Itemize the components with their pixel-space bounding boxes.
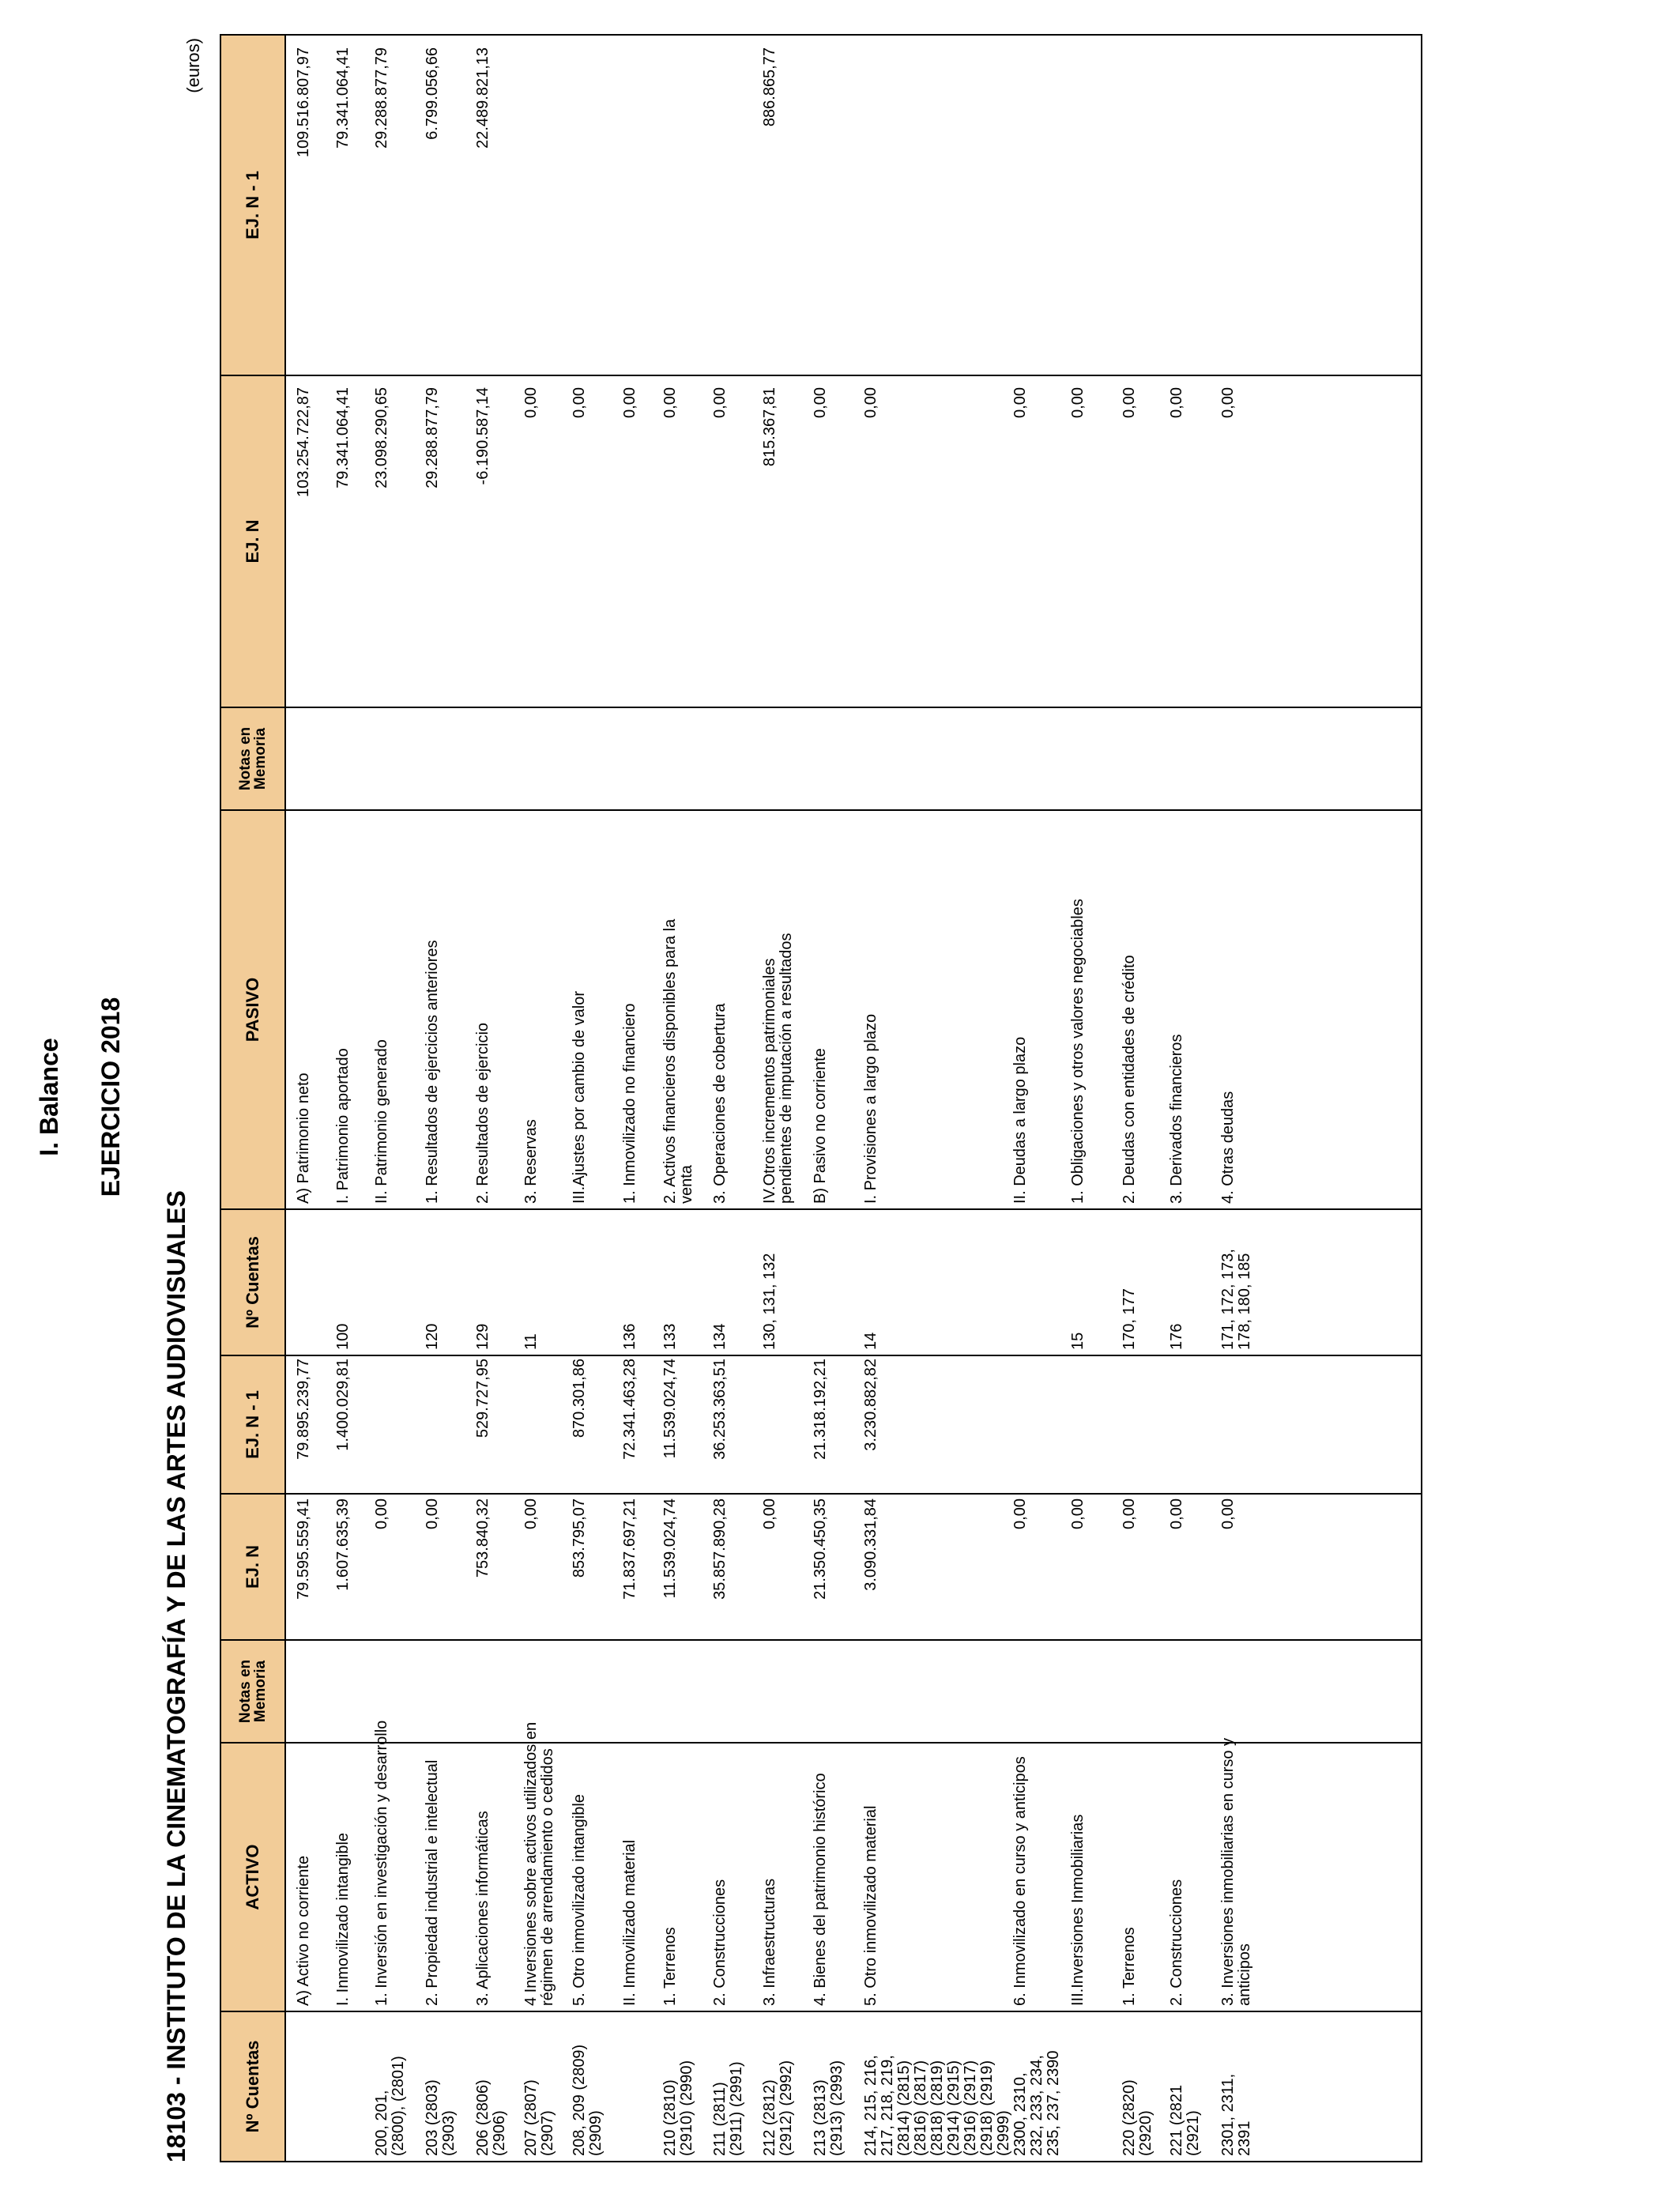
activo-row-ejn-value: 3.090.331,84: [862, 1498, 880, 1591]
pasivo-row-ejn-value: 103.254.722,87: [295, 387, 312, 498]
activo-row-cuentas: [374, 2014, 407, 2156]
activo-row-label-line: 2. Construcciones: [1168, 1879, 1185, 2006]
pasivo-row-cuentas-line: 170, 177: [1121, 1288, 1138, 1350]
pasivo-row-ejn-value: 0,00: [711, 387, 729, 418]
pasivo-row-label-line: 3. Derivados financieros: [1168, 1034, 1185, 1204]
activo-row-label: [662, 1745, 679, 2006]
pasivo-row-label-line: 3. Reservas: [522, 1119, 540, 1204]
pasivo-row-label-line: 2. Activos financieros disponibles para la: [661, 918, 679, 1204]
pasivo-row-label: [523, 812, 540, 1204]
activo-row-cuentas-line: 203 (2803): [424, 2079, 441, 2156]
activo-row-cuentas-line: (2912) (2992): [778, 2060, 795, 2156]
pasivo-row-cuentas-line: 134: [711, 1323, 729, 1350]
column-divider: [286, 707, 1421, 708]
activo-row-cuentas: [712, 2014, 745, 2156]
activo-row-label-line: anticipos: [1236, 1943, 1253, 2006]
activo-row-cuentas: [424, 2014, 458, 2156]
activo-row-cuentas-line: 2301, 2311,: [1219, 2073, 1237, 2156]
activo-row-label: [1219, 1737, 1253, 2006]
activo-row-cuentas: [1169, 2014, 1202, 2156]
header-activo: ACTIVO: [221, 1742, 286, 2011]
pasivo-row-label: [571, 812, 588, 1204]
pasivo-row-cuentas: [622, 1209, 638, 1350]
pasivo-row-cuentas-line: 136: [621, 1323, 638, 1350]
column-divider: [286, 375, 1421, 376]
activo-row-label: [1012, 1745, 1029, 2006]
activo-row-label: [424, 1745, 441, 2006]
pasivo-row-label: [296, 812, 312, 1204]
pasivo-row-cuentas-line: 15: [1069, 1332, 1087, 1350]
pasivo-row-ejn-value: 79.341.064,41: [334, 387, 352, 488]
activo-row-cuentas-line: 200, 201,: [373, 2090, 390, 2156]
pasivo-row-ejn-value: 0,00: [1069, 387, 1087, 418]
activo-row-cuentas-line: 217, 218, 219,: [879, 2055, 896, 2156]
pasivo-row-cuentas: [475, 1209, 492, 1350]
activo-row-ejn-value: 0,00: [522, 1498, 540, 1529]
pasivo-row-ejn1-value: 109.516.807,97: [295, 47, 312, 158]
activo-row-cuentas: [863, 2014, 1012, 2156]
pasivo-row-cuentas: [762, 1209, 778, 1350]
activo-row-label-line: II. Inmovilizado material: [621, 1839, 638, 2006]
header-notas-line2: Memoria: [252, 727, 269, 790]
pasivo-row-ejn-value: 0,00: [571, 387, 588, 418]
activo-row-cuentas-line: (2921): [1185, 2110, 1202, 2156]
activo-row-label: [1070, 1745, 1087, 2006]
header-cuentas-activo: Nº Cuentas: [221, 2011, 286, 2161]
activo-row-label-line: 3. Aplicaciones informáticas: [474, 1811, 492, 2006]
activo-row-label: [622, 1745, 638, 2006]
activo-row-label: [296, 1745, 312, 2006]
pasivo-row-ejn-value: 815.367,81: [761, 387, 778, 467]
exercise-title: EJERCICIO 2018: [96, 997, 125, 1197]
pasivo-row-label: [1121, 812, 1138, 1204]
activo-row-cuentas-line: 214, 215, 216,: [862, 2055, 880, 2156]
pasivo-row-label: [812, 812, 829, 1204]
activo-row-ejn1-value: 3.230.882,82: [862, 1359, 880, 1451]
activo-row-label-line: 4. Bienes del patrimonio histórico: [812, 1773, 829, 2006]
activo-row-cuentas-line: (2907): [539, 2110, 556, 2156]
pasivo-row-label-line: I. Provisiones a largo plazo: [862, 1013, 880, 1204]
pasivo-row-label: [622, 812, 638, 1204]
activo-row-cuentas-line: (2918) (2919): [978, 2060, 996, 2156]
activo-row-cuentas-line: (2914) (2915): [945, 2060, 962, 2156]
pasivo-row-ejn-value: 0,00: [1121, 387, 1138, 418]
activo-row-ejn-value: 79.595.559,41: [295, 1498, 312, 1600]
activo-row-ejn-value: 0,00: [1011, 1498, 1029, 1529]
activo-row-ejn-value: 0,00: [1168, 1498, 1185, 1529]
activo-row-ejn-value: 35.857.890,28: [711, 1498, 729, 1600]
activo-row-cuentas: [571, 2014, 605, 2156]
activo-row-ejn-value: 21.350.450,35: [812, 1498, 829, 1600]
activo-row-cuentas-line: (2800), (2801): [390, 2056, 407, 2156]
activo-row-cuentas-line: 213 (2813): [812, 2079, 829, 2156]
activo-row-label-line: 2. Propiedad industrial e intelectual: [424, 1759, 441, 2006]
activo-row-label-line: régimen de arrendamiento o cedidos: [539, 1748, 556, 2006]
pasivo-row-label: [335, 812, 352, 1204]
activo-row-ejn1-value: 529.727,95: [474, 1359, 492, 1438]
activo-row-label: [335, 1745, 352, 2006]
pasivo-row-cuentas: [335, 1209, 352, 1350]
activo-row-ejn-value: 71.837.697,21: [621, 1498, 638, 1600]
activo-row-ejn-value: 1.607.635,39: [334, 1498, 352, 1591]
pasivo-row-ejn1-value: 79.341.064,41: [334, 47, 352, 149]
activo-row-ejn-value: 0,00: [1121, 1498, 1138, 1529]
header-notas-line1: Notas en: [237, 726, 254, 791]
pasivo-row-cuentas-line: 178, 180, 185: [1236, 1253, 1253, 1350]
activo-row-label-line: I. Inmovilizado intangible: [334, 1832, 352, 2006]
pasivo-row-ejn1-value: 886.865,77: [761, 47, 778, 127]
pasivo-row-cuentas-line: 100: [334, 1323, 352, 1350]
activo-row-cuentas: [662, 2014, 695, 2156]
pasivo-row-cuentas-line: 129: [474, 1323, 492, 1350]
activo-row-cuentas-line: (2903): [440, 2110, 458, 2156]
pasivo-row-ejn-value: 0,00: [661, 387, 679, 418]
pasivo-row-cuentas: [424, 1209, 441, 1350]
pasivo-row-ejn1-value: 22.489.821,13: [474, 47, 492, 149]
pasivo-row-ejn1-value: 6.799.056,66: [424, 47, 441, 140]
activo-row-cuentas-line: 2300, 2310,: [1011, 2072, 1029, 2156]
pasivo-row-cuentas-line: 130, 131, 132: [761, 1253, 778, 1350]
activo-row-label-line: III.Inversiones Inmobiliarias: [1069, 1814, 1087, 2006]
activo-row-cuentas-line: (2920): [1137, 2110, 1155, 2156]
pasivo-row-label-line: 1. Inmovilizado no financiero: [621, 1003, 638, 1204]
activo-row-cuentas-line: 210 (2810): [661, 2079, 679, 2156]
pasivo-row-label-line: III.Ajustes por cambio de valor: [571, 990, 588, 1204]
unit-note: (euros): [183, 38, 203, 93]
activo-row-cuentas-line: (2911) (2991): [728, 2061, 745, 2156]
activo-row-cuentas-line: 221 (2821: [1168, 2084, 1185, 2156]
pasivo-row-label-line: I. Patrimonio aportado: [334, 1048, 352, 1204]
header-notas-activo: [221, 1639, 286, 1742]
pasivo-row-label: [374, 812, 390, 1204]
pasivo-row-label-line: 2. Deudas con entidades de crédito: [1121, 955, 1138, 1204]
header-notas-line1: Notas en: [237, 1659, 254, 1724]
activo-row-cuentas-line: 211 (2811): [711, 2082, 729, 2156]
pasivo-row-label: [1169, 812, 1185, 1204]
activo-row-ejn1-value: 870.301,86: [571, 1359, 588, 1438]
pasivo-row-cuentas: [1169, 1209, 1185, 1350]
pasivo-row-cuentas: [1070, 1209, 1087, 1350]
pasivo-row-label: [1070, 812, 1087, 1204]
activo-row-cuentas-line: 235, 237, 2390: [1045, 2050, 1062, 2156]
activo-row-ejn-value: 0,00: [424, 1498, 441, 1529]
activo-row-cuentas: [1121, 2014, 1155, 2156]
header-ejn1-activo: EJ. N - 1: [221, 1355, 286, 1493]
activo-row-cuentas-line: 232, 233, 234,: [1028, 2055, 1045, 2156]
pasivo-row-ejn-value: -6.190.587,14: [474, 387, 492, 485]
pasivo-row-label-line: B) Pasivo no corriente: [812, 1048, 829, 1204]
pasivo-row-ejn-value: 0,00: [1219, 387, 1237, 418]
pasivo-row-label: [662, 812, 695, 1204]
entity-title: 18103 - INSTITUTO DE LA CINEMATOGRAFÍA Y DE LAS ARTES AUDIOVISUALES: [162, 1190, 190, 2162]
pasivo-row-cuentas: [863, 1209, 880, 1350]
activo-row-cuentas: [523, 2014, 556, 2156]
activo-row-label-line: 2. Construcciones: [711, 1879, 729, 2006]
pasivo-row-label: [424, 812, 441, 1204]
activo-row-cuentas: [762, 2014, 795, 2156]
activo-row-ejn-value: 0,00: [761, 1498, 778, 1529]
activo-row-cuentas-line: (2818) (2819): [929, 2060, 946, 2156]
activo-row-cuentas-line: 207 (2807): [522, 2079, 540, 2156]
pasivo-row-label-line: venta: [678, 1165, 695, 1204]
activo-row-label: [1169, 1745, 1185, 2006]
pasivo-row-cuentas: [1121, 1209, 1138, 1350]
activo-row-cuentas-line: (2916) (2917): [962, 2060, 979, 2156]
balance-table: [220, 34, 1422, 2162]
activo-row-ejn1-value: 79.895.239,77: [295, 1359, 312, 1460]
pasivo-row-label-line: A) Patrimonio neto: [295, 1072, 312, 1204]
pasivo-row-label-line: 4. Otras deudas: [1219, 1091, 1237, 1204]
activo-row-ejn-value: 753.840,32: [474, 1498, 492, 1578]
activo-row-label: [373, 1720, 390, 2006]
activo-row-cuentas-line: (2910) (2990): [678, 2060, 695, 2156]
pasivo-row-cuentas-line: 133: [661, 1323, 679, 1350]
header-notas-line2: Memoria: [252, 1660, 269, 1723]
header-ejn-pasivo: EJ. N: [221, 375, 286, 707]
column-divider: [286, 2011, 1421, 2012]
activo-row-label-line: 1. Terrenos: [1121, 1927, 1138, 2006]
pasivo-row-label-line: II. Patrimonio generado: [373, 1039, 390, 1204]
activo-row-ejn-value: 0,00: [1219, 1498, 1237, 1529]
activo-row-label: [571, 1745, 588, 2006]
activo-row-label-line: 1. Terrenos: [661, 1927, 679, 2006]
activo-row-ejn-value: 853.795,07: [571, 1498, 588, 1578]
pasivo-row-label-line: 2. Resultados de ejercicio: [474, 1022, 492, 1204]
pasivo-row-label-line: pendientes de imputación a resultados: [778, 933, 795, 1204]
activo-row-label-line: 4 Inversiones sobre activos utilizados en: [522, 1721, 540, 2006]
column-divider: [286, 1493, 1421, 1495]
activo-row-cuentas-line: (2999): [995, 2110, 1012, 2156]
activo-row-cuentas: [1012, 2014, 1062, 2156]
activo-row-label-line: 5. Otro inmovilizado material: [862, 1805, 880, 2006]
pasivo-row-ejn-value: 0,00: [1011, 387, 1029, 418]
activo-row-cuentas-line: (2913) (2993): [828, 2060, 846, 2156]
activo-row-label: [762, 1745, 778, 2006]
activo-row-ejn1-value: 72.341.463,28: [621, 1359, 638, 1460]
activo-row-label-line: A) Activo no corriente: [295, 1855, 312, 2006]
pasivo-row-ejn-value: 0,00: [621, 387, 638, 418]
header-notas-pasivo: [221, 707, 286, 809]
activo-row-cuentas-line: 220 (2820): [1121, 2079, 1138, 2156]
pasivo-row-label-line: 1. Obligaciones y otros valores negociables: [1069, 899, 1087, 1204]
activo-row-cuentas-line: 208, 209 (2809): [571, 2044, 588, 2156]
section-title: I. Balance: [35, 1038, 63, 1156]
pasivo-row-cuentas-line: 11: [522, 1333, 540, 1350]
activo-row-cuentas-line: (2816) (2817): [912, 2060, 929, 2156]
pasivo-row-ejn-value: 23.098.290,65: [373, 387, 390, 488]
header-pasivo: PASIVO: [221, 809, 286, 1208]
pasivo-row-label-line: 1. Resultados de ejercicios anteriores: [424, 940, 441, 1204]
pasivo-row-label-line: 3. Operaciones de cobertura: [711, 1003, 729, 1204]
column-divider: [286, 1639, 1421, 1641]
pasivo-row-label: [1220, 812, 1237, 1204]
activo-row-label: [475, 1745, 492, 2006]
column-divider: [286, 809, 1421, 811]
pasivo-row-ejn1-value: 29.288.877,79: [373, 47, 390, 149]
header-cuentas-pasivo: Nº Cuentas: [221, 1208, 286, 1355]
pasivo-row-cuentas: [1220, 1209, 1253, 1350]
header-ejn1-pasivo: EJ. N - 1: [221, 36, 286, 375]
pasivo-row-label: [863, 812, 880, 1204]
activo-row-cuentas: [812, 2014, 846, 2156]
pasivo-row-ejn-value: 0,00: [522, 387, 540, 418]
pasivo-row-label-line: IV.Otros incrementos patrimoniales: [761, 958, 778, 1204]
activo-row-cuentas-line: 212 (2812): [761, 2079, 778, 2156]
activo-row-ejn-value: 0,00: [373, 1498, 390, 1529]
activo-row-cuentas: [1220, 2014, 1253, 2156]
pasivo-row-label-line: II. Deudas a largo plazo: [1011, 1036, 1029, 1204]
pasivo-row-ejn-value: 0,00: [862, 387, 880, 418]
pasivo-row-label: [1012, 812, 1029, 1204]
activo-row-ejn-value: 11.539.024,74: [661, 1498, 679, 1599]
pasivo-row-ejn-value: 0,00: [1168, 387, 1185, 418]
pasivo-row-cuentas: [523, 1209, 540, 1350]
activo-row-cuentas-line: (2814) (2815): [895, 2060, 913, 2156]
activo-row-cuentas-line: (2909): [587, 2110, 605, 2156]
pasivo-row-label: [712, 812, 729, 1204]
pasivo-row-label: [762, 812, 795, 1204]
activo-row-ejn1-value: 36.253.363,51: [711, 1359, 729, 1460]
header-ejn-activo: EJ. N: [221, 1493, 286, 1639]
activo-row-cuentas: [475, 2014, 508, 2156]
pasivo-row-ejn-value: 0,00: [812, 387, 829, 418]
pasivo-row-cuentas-line: 14: [862, 1332, 880, 1350]
activo-row-label-line: 3. Infraestructuras: [761, 1878, 778, 2006]
activo-row-ejn-value: 0,00: [1069, 1498, 1087, 1529]
pasivo-row-label: [475, 812, 492, 1204]
activo-row-label: [1121, 1745, 1138, 2006]
activo-row-label: [812, 1745, 829, 2006]
activo-row-ejn1-value: 11.539.024,74: [661, 1359, 679, 1459]
activo-row-label-line: 6. Inmovilizado en curso y anticipos: [1011, 1756, 1029, 2006]
pasivo-row-cuentas-line: 171, 172, 173,: [1219, 1249, 1237, 1350]
activo-row-cuentas-line: 206 (2806): [474, 2079, 492, 2156]
activo-row-cuentas-line: (2906): [491, 2110, 508, 2156]
pasivo-row-cuentas: [712, 1209, 729, 1350]
activo-row-label: [712, 1745, 729, 2006]
activo-row-label-line: 5. Otro inmovilizado intangible: [571, 1794, 588, 2006]
activo-row-ejn1-value: 1.400.029,81: [334, 1359, 352, 1451]
pasivo-row-cuentas-line: 176: [1168, 1323, 1185, 1350]
pasivo-row-cuentas: [662, 1209, 679, 1350]
activo-row-label: [522, 1721, 556, 2006]
activo-row-label: [863, 1745, 880, 2006]
activo-row-cuentas-line: 2391: [1236, 2120, 1253, 2156]
activo-row-label-line: 3. Inversiones inmobiliarias en curso y: [1219, 1737, 1237, 2006]
column-divider: [286, 1355, 1421, 1356]
pasivo-row-ejn-value: 29.288.877,79: [424, 387, 441, 488]
pasivo-row-cuentas-line: 120: [424, 1323, 441, 1350]
activo-row-ejn1-value: 21.318.192,21: [812, 1359, 829, 1460]
activo-row-label-line: 1. Inversión en investigación y desarrollo: [373, 1720, 390, 2006]
column-divider: [286, 1742, 1421, 1744]
